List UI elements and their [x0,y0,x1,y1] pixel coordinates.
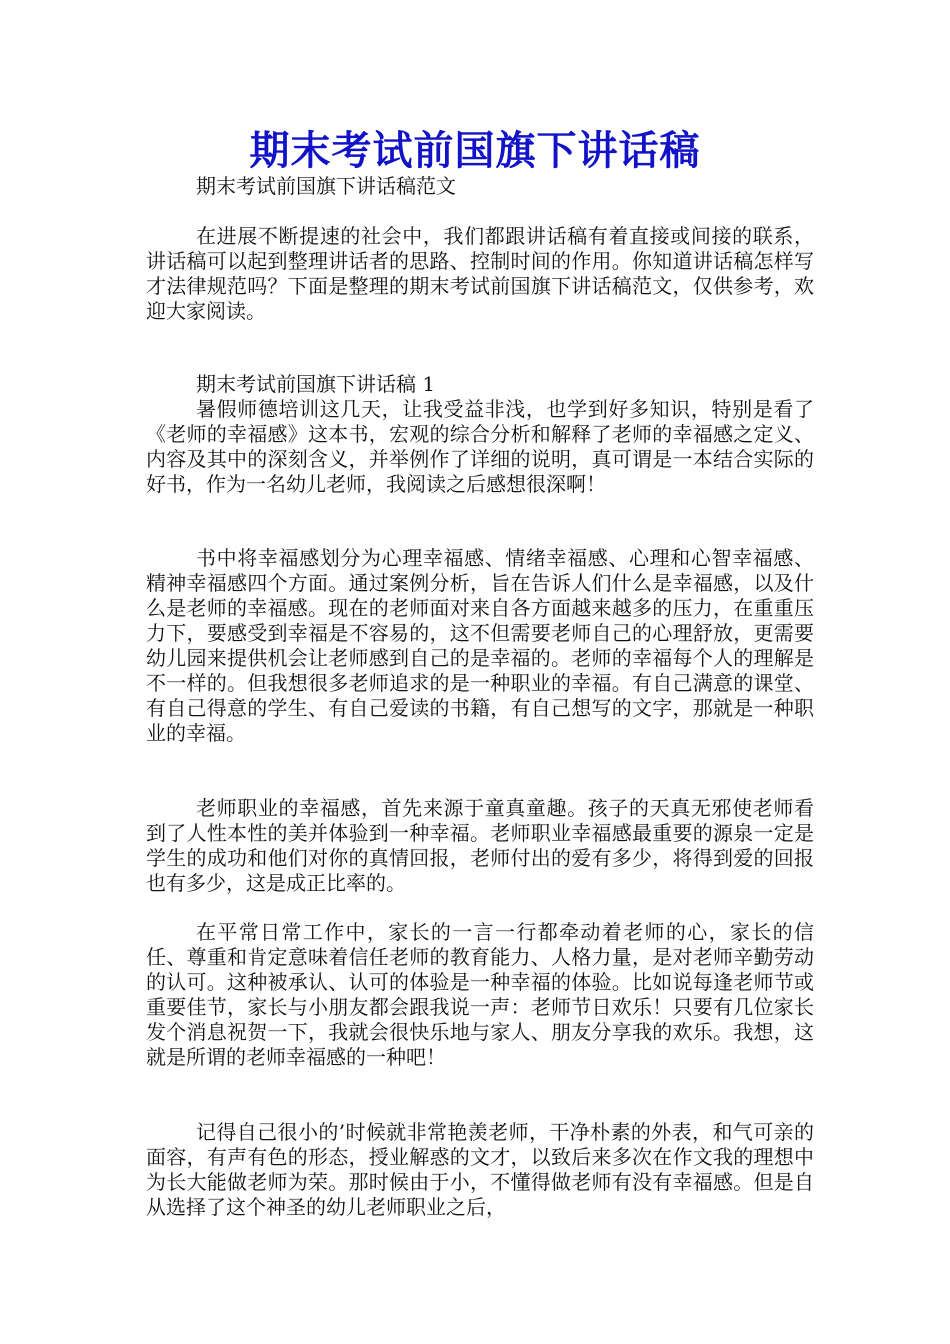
document-subtitle: 期末考试前国旗下讲话稿范文 [196,174,456,198]
body-paragraph-3: 老师职业的幸福感，首先来源于童真童趣。孩子的天真无邪使老师看到了人性本性的美并体验到一种幸福。老师职业幸福感最重要的源泉一定是学生的成功和他们对你的真情回报，老师付出的爱有多少，将得到爱的回报也有多少，这是成正比率的。 [146,796,814,895]
body-paragraph-5: 记得自己很小的’时候就非常艳羡老师，干净朴素的外表，和气可亲的面容，有声有色的形态，授业解惑的文才，以致后来多次在作文我的理想中为长大能做老师为荣。那时候由于小，不懂得做老师有没有幸福感。但是自从选择了这个神圣的幼儿老师职业之后， [146,1120,814,1219]
section-heading: 期末考试前国旗下讲话稿 1 [196,372,436,396]
document-title: 期末考试前国旗下讲话稿 [249,128,701,174]
body-paragraph-2: 书中将幸福感划分为心理幸福感、情绪幸福感、心理和心智幸福感、精神幸福感四个方面。通过案例分析，旨在告诉人们什么是幸福感，以及什么是老师的幸福感。现在的老师面对来自各方面越来越多的压力，在重重压力下，要感受到幸福是不容易的，这不但需要老师自己的心理舒放，更需要幼儿园来提供机会让老师感到自己的是幸福的。老师的幸福每个人的理解是不一样的。但我想很多老师追求的是一种职业的幸福。有自己满意的课堂、有自己得意的学生、有自己爱读的书籍，有自己想写的文字，那就是一种职业的幸福。 [146,546,814,745]
intro-paragraph: 在进展不断提速的社会中，我们都跟讲话稿有着直接或间接的联系，讲话稿可以起到整理讲话者的思路、控制时间的作用。你知道讲话稿怎样写才法律规范吗？下面是整理的期末考试前国旗下讲话稿范文，仅供参考，欢迎大家阅读。 [146,224,814,323]
body-paragraph-1: 暑假师德培训这几天，让我受益非浅，也学到好多知识，特别是看了《老师的幸福感》这本书，宏观的综合分析和解释了老师的幸福感之定义、内容及其中的深刻含义，并举例作了详细的说明，真可谓是一本结合实际的好书，作为一名幼儿老师，我阅读之后感想很深啊！ [146,397,814,496]
body-paragraph-4: 在平常日常工作中，家长的一言一行都牵动着老师的心，家长的信任、尊重和肯定意味着信任老师的教育能力、人格力量，是对老师辛勤劳动的认可。这种被承认、认可的体验是一种幸福的体验。比如说每逢老师节或重要佳节，家长与小朋友都会跟我说一声：老师节日欢乐！只要有几位家长发个消息祝贺一下，我就会很快乐地与家人、朋友分享我的欢乐。我想，这就是所谓的老师幸福感的一种吧！ [146,920,814,1069]
